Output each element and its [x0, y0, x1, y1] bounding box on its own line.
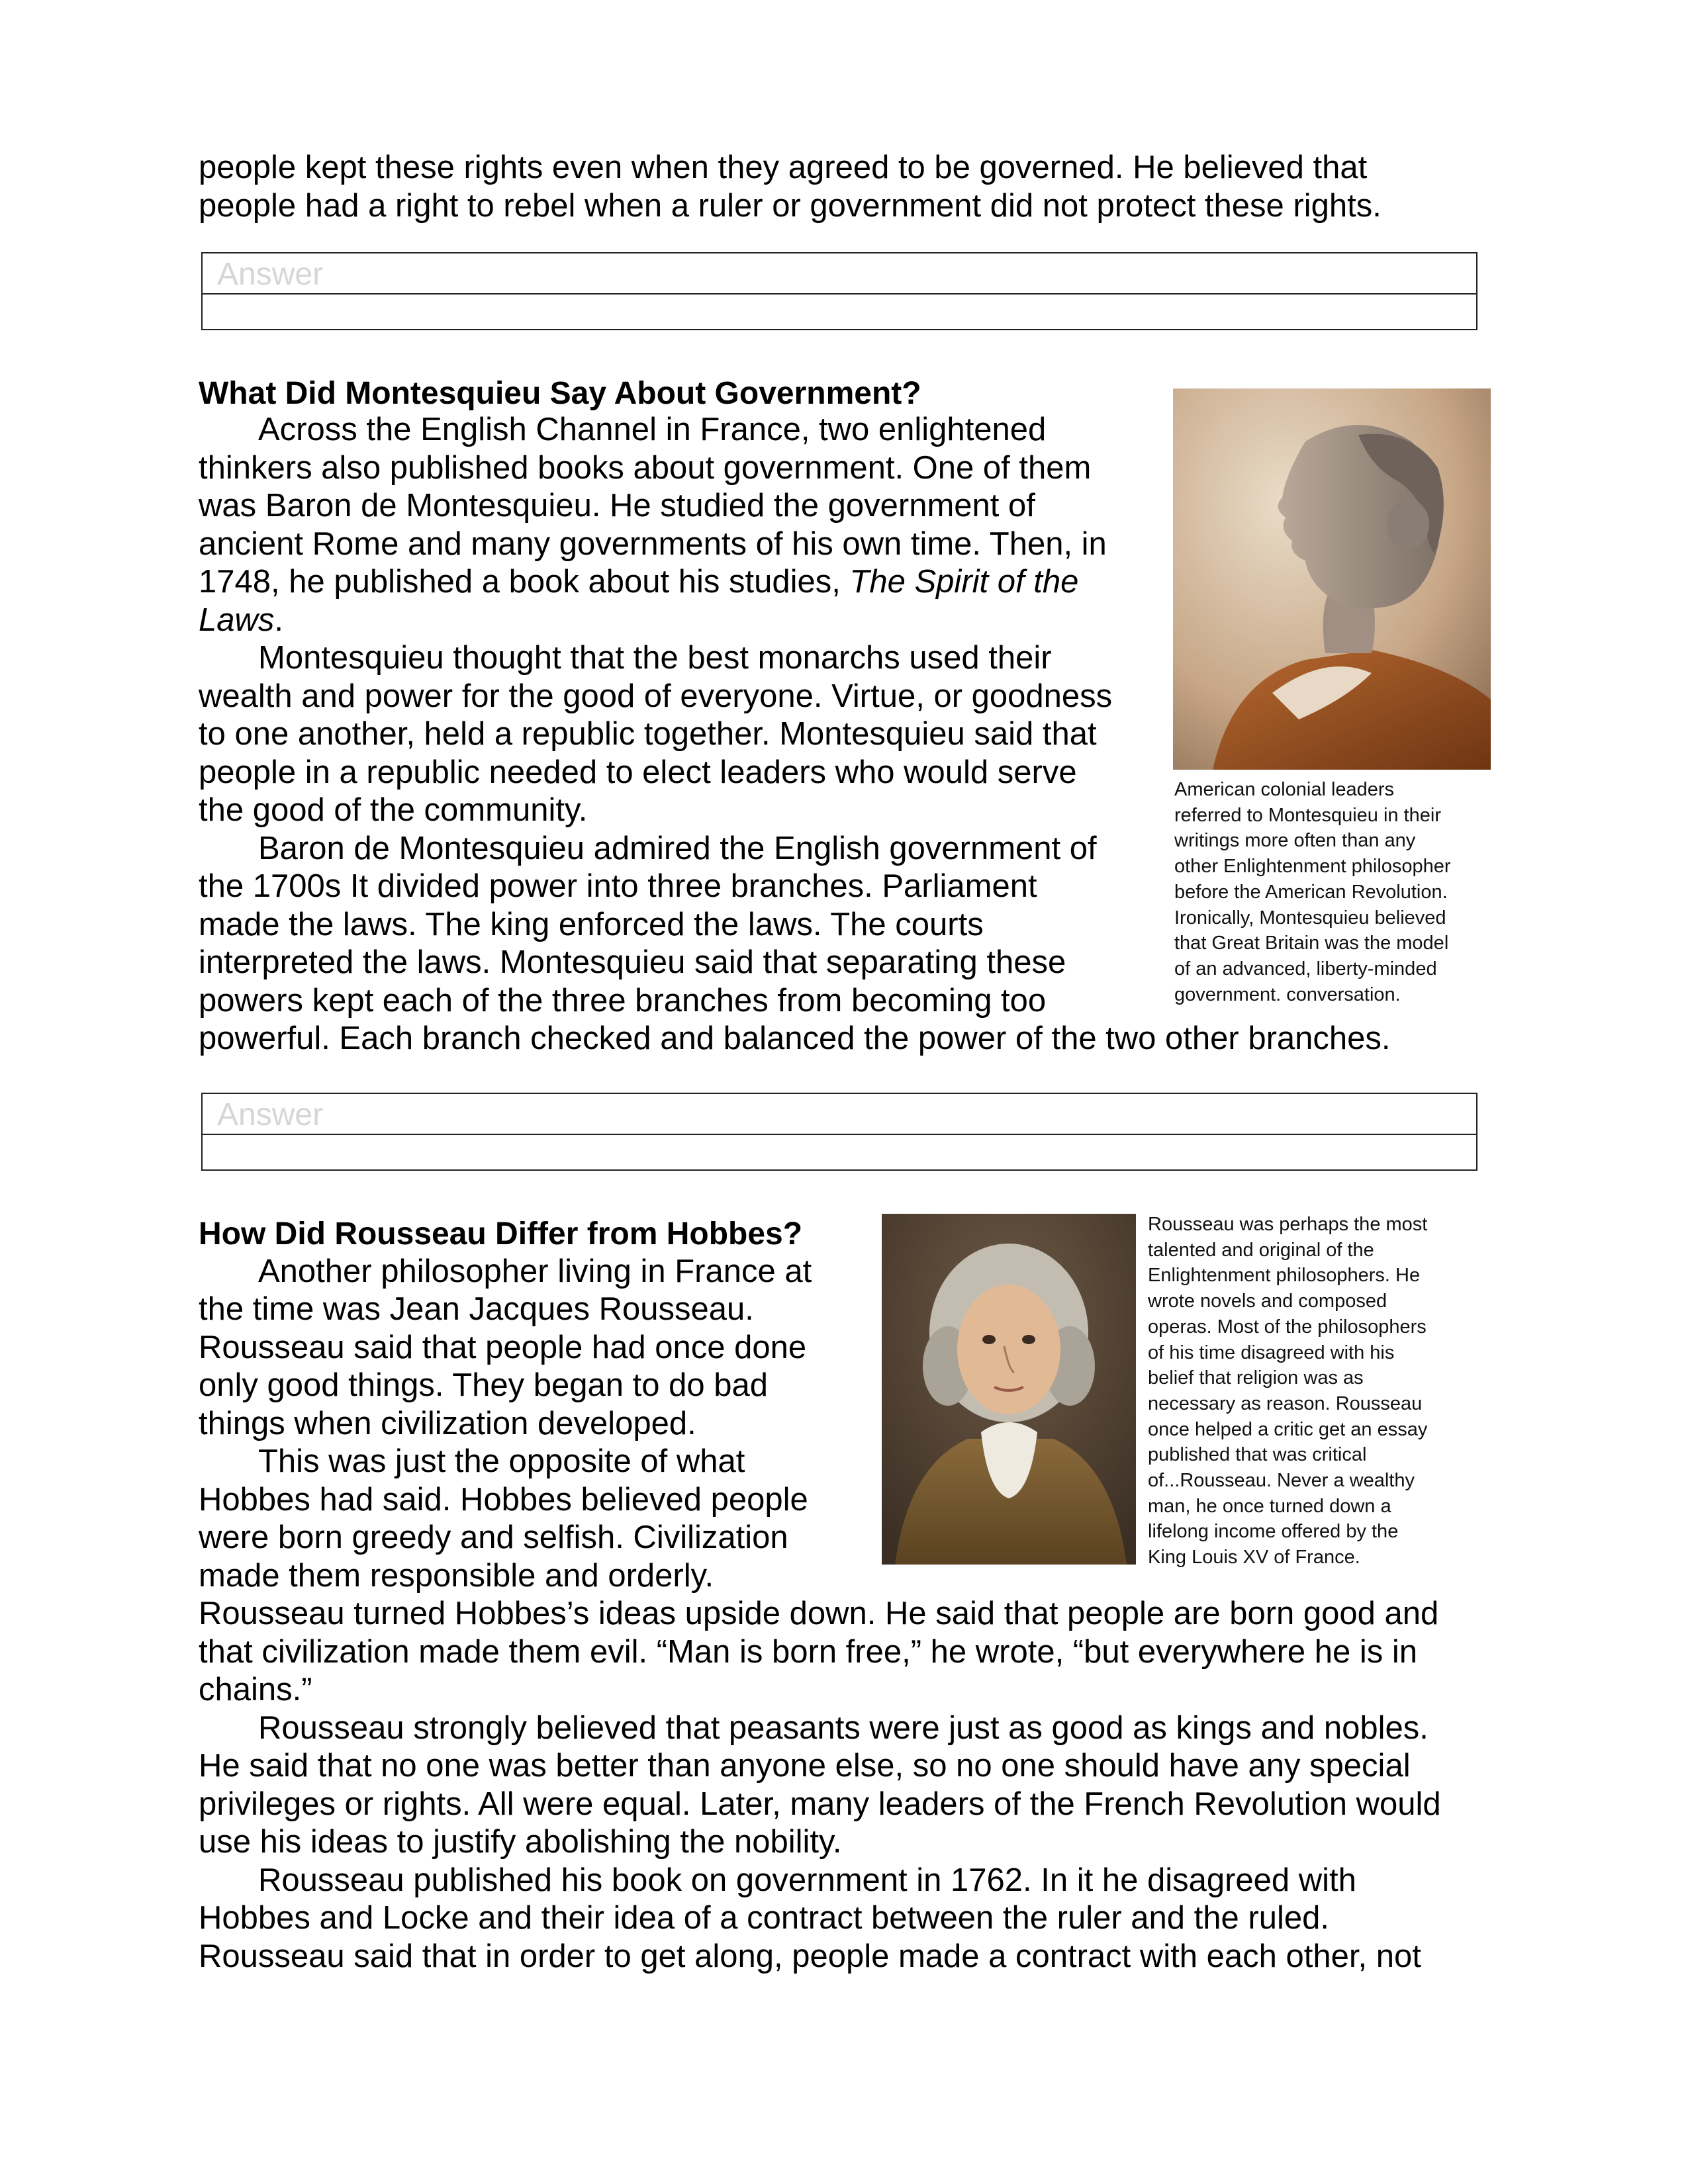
paragraph-line: the good of the community. — [199, 792, 588, 828]
montesquieu-portrait — [1173, 388, 1491, 770]
answer-placeholder: Answer — [217, 1097, 324, 1132]
paragraph-line: chains.” — [199, 1672, 312, 1707]
caption-line: lifelong income offered by the — [1148, 1521, 1399, 1543]
caption-line: that Great Britain was the model — [1174, 933, 1449, 954]
caption-line: Rousseau was perhaps the most — [1148, 1214, 1428, 1235]
caption-line: of his time disagreed with his — [1148, 1342, 1395, 1363]
answer-field-2[interactable] — [201, 1093, 1477, 1171]
paragraph-line: to one another, held a republic together. Montesquieu said that — [199, 716, 1097, 752]
paragraph-line: only good things. They began to do bad — [199, 1367, 768, 1403]
paragraph-line: Hobbes and Locke and their idea of a contract between the ruler and the ruled. — [199, 1900, 1329, 1936]
paragraph-line: He said that no one was better than anyone else, so no one should have any special — [199, 1748, 1411, 1784]
paragraph-line: Rousseau said that in order to get along, people made a contract with each other, not — [199, 1938, 1421, 1974]
paragraph-line: Rousseau published his book on government in 1762. In it he disagreed with — [258, 1862, 1356, 1898]
paragraph-line: This was just the opposite of what — [258, 1443, 745, 1479]
paragraph-line: ancient Rome and many governments of his own time. Then, in — [199, 526, 1107, 562]
paragraph-line: people had a right to rebel when a ruler or government did not protect these rights. — [199, 188, 1382, 224]
caption-line: government. conversation. — [1174, 983, 1401, 1005]
caption-line: wrote novels and composed — [1148, 1291, 1387, 1312]
paragraph-line: the time was Jean Jacques Rousseau. — [199, 1291, 754, 1327]
answer-placeholder: Answer — [217, 257, 324, 292]
paragraph-line: powers kept each of the three branches from becoming too — [199, 983, 1047, 1019]
rousseau-portrait — [882, 1214, 1136, 1565]
answer-field-header — [203, 253, 1476, 295]
paragraph-line: Across the English Channel in France, two enlightened — [258, 412, 1047, 447]
caption-line: of...Rousseau. Never a wealthy — [1148, 1470, 1415, 1492]
answer-field-1[interactable] — [201, 252, 1477, 330]
caption-line: necessary as reason. Rousseau — [1148, 1392, 1423, 1414]
paragraph-line: made the laws. The king enforced the laws. The courts — [199, 907, 984, 942]
text-run: . — [274, 602, 284, 638]
section-heading-rousseau: How Did Rousseau Differ from Hobbes? — [199, 1216, 803, 1251]
paragraph-line: use his ideas to justify abolishing the nobility. — [199, 1824, 842, 1860]
caption-line: referred to Montesquieu in their — [1174, 804, 1441, 826]
paragraph-line: thinkers also published books about government. One of them — [199, 450, 1092, 486]
caption-line: King Louis XV of France. — [1148, 1547, 1360, 1569]
paragraph-line: interpreted the laws. Montesquieu said that separating these — [199, 944, 1066, 980]
montesquieu-caption — [1174, 777, 1451, 1007]
paragraph-line: people in a republic needed to elect leaders who would serve — [199, 754, 1077, 790]
caption-line: talented and original of the — [1148, 1239, 1374, 1261]
caption-line: other Enlightenment philosopher — [1174, 856, 1451, 878]
rousseau-caption — [1148, 1212, 1427, 1570]
paragraph-line: was Baron de Montesquieu. He studied the government of — [199, 488, 1035, 523]
paragraph-line: wealth and power for the good of everyone. Virtue, or goodness — [199, 678, 1113, 714]
paragraph-line: the 1700s It divided power into three branches. Parliament — [199, 868, 1037, 904]
paragraph-line: Montesquieu thought that the best monarchs used their — [258, 640, 1052, 676]
paragraph-line: Another philosopher living in France at — [258, 1253, 812, 1289]
caption-line: writings more often than any — [1174, 830, 1416, 852]
caption-line: Enlightenment philosophers. He — [1148, 1265, 1421, 1287]
caption-line: once helped a critic get an essay — [1148, 1418, 1428, 1440]
book-title-end: Laws — [199, 602, 275, 638]
text-run: 1748, he published a book about his studies, — [199, 564, 850, 600]
paragraph-line: were born greedy and selfish. Civilization — [199, 1520, 788, 1555]
paragraph-line — [199, 602, 283, 640]
section-heading-montesquieu: What Did Montesquieu Say About Government? — [199, 376, 921, 411]
paragraph-line: Rousseau said that people had once done — [199, 1330, 807, 1365]
paragraph-line: things when civilization developed. — [199, 1406, 696, 1441]
paragraph-line: Rousseau strongly believed that peasants were just as good as kings and nobles. — [258, 1710, 1429, 1746]
caption-line: Ironically, Montesquieu believed — [1174, 907, 1446, 929]
caption-line: belief that religion was as — [1148, 1367, 1364, 1389]
paragraph-line: made them responsible and orderly. — [199, 1558, 714, 1594]
book-title: The Spirit of the — [849, 564, 1079, 600]
paragraph-line — [199, 563, 1078, 602]
caption-line: operas. Most of the philosophers — [1148, 1316, 1427, 1338]
caption-line: published that was critical — [1148, 1444, 1367, 1466]
paragraph-line: that civilization made them evil. “Man is born free,” he wrote, “but everywhere he is in — [199, 1634, 1418, 1670]
caption-line: before the American Revolution. — [1174, 881, 1448, 903]
paragraph-line: Hobbes had said. Hobbes believed people — [199, 1482, 808, 1518]
paragraph-line: Baron de Montesquieu admired the English government of — [258, 831, 1097, 866]
paragraph-line: Rousseau turned Hobbes’s ideas upside down. He said that people are born good and — [199, 1596, 1439, 1631]
paragraph-line: powerful. Each branch checked and balanced the power of the two other branches. — [199, 1021, 1391, 1056]
caption-line: American colonial leaders — [1174, 779, 1395, 800]
answer-field-header — [203, 1094, 1476, 1135]
paragraph-line: privileges or rights. All were equal. Later, many leaders of the French Revolution would — [199, 1786, 1441, 1822]
caption-line: of an advanced, liberty-minded — [1174, 958, 1437, 979]
caption-line: man, he once turned down a — [1148, 1495, 1391, 1517]
paragraph-line: people kept these rights even when they agreed to be governed. He believed that — [199, 150, 1368, 185]
